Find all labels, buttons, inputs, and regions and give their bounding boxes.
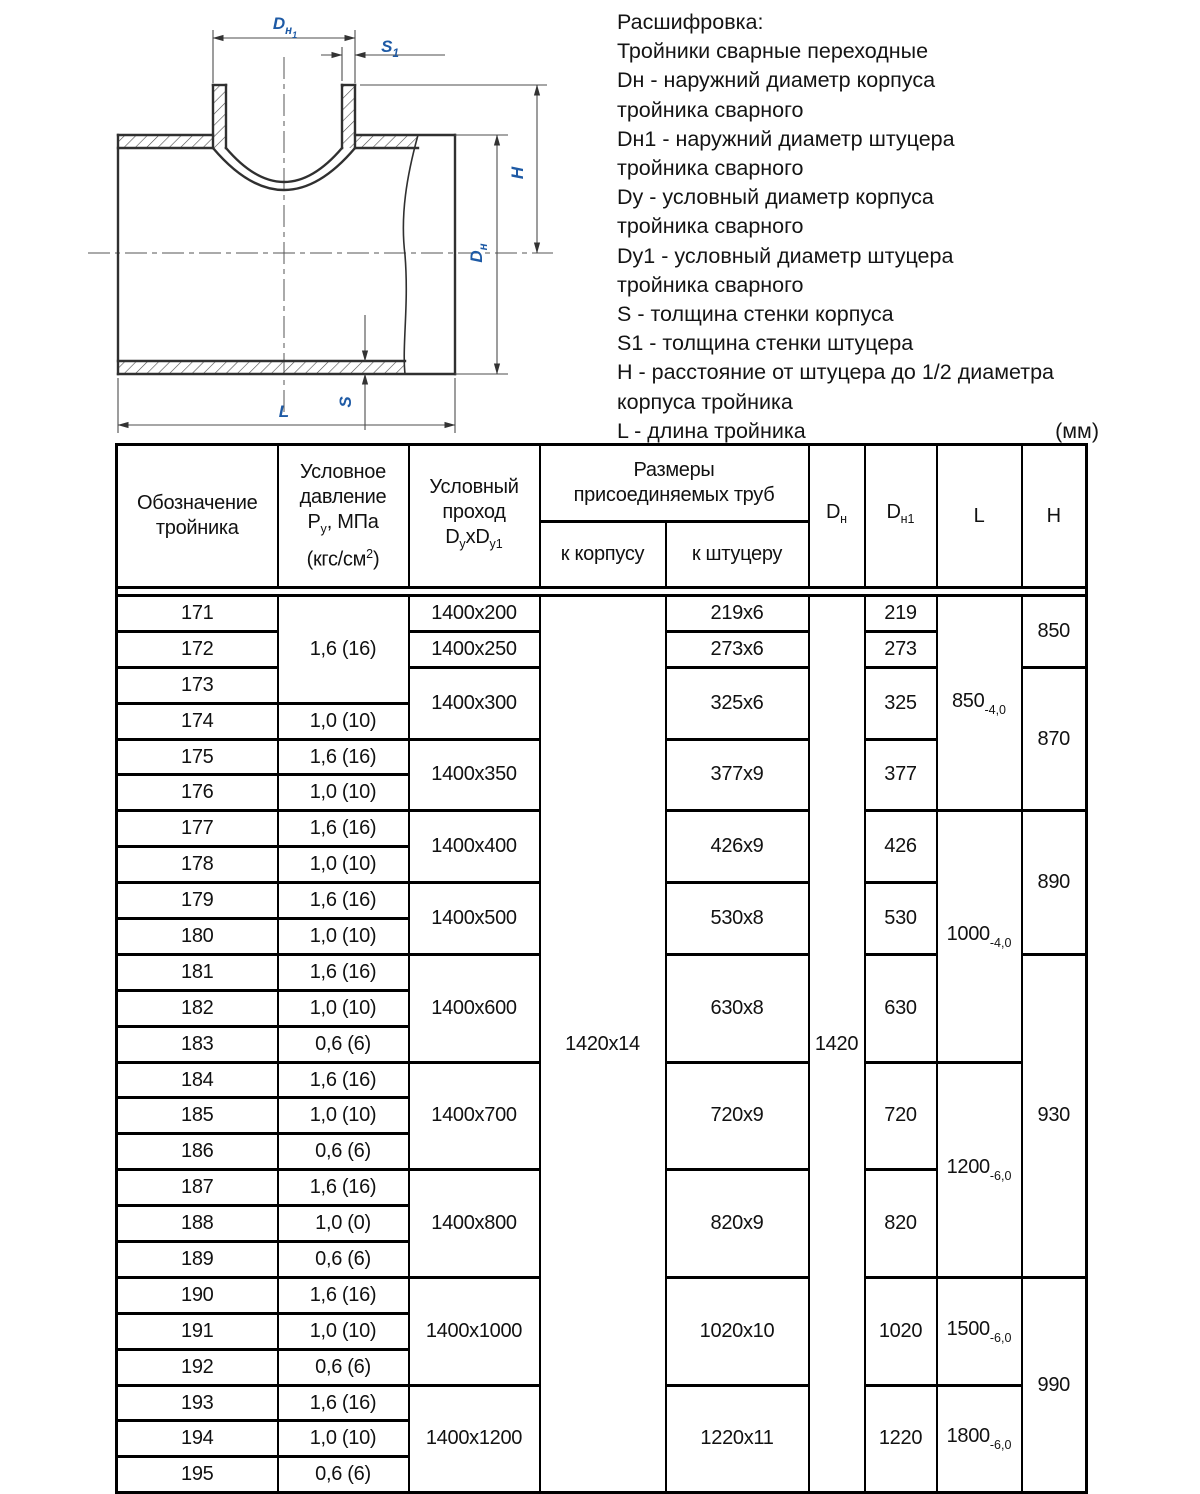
cell-pressure: 1,0 (10) [278, 919, 409, 955]
cell-dn1: 377 [865, 739, 937, 811]
cell-l: $1800_{-6,0}$ [937, 1385, 1022, 1493]
cell-designation: 191 [117, 1313, 278, 1349]
cell-pressure: 1,0 (10) [278, 775, 409, 811]
cell-designation: 193 [117, 1385, 278, 1421]
table-header [117, 445, 1087, 588]
cell-designation: 188 [117, 1206, 278, 1242]
cell-dn1: 720 [865, 1062, 937, 1170]
tolerance: -4,0 [984, 702, 1007, 717]
cell-pressure: 1,6 (16) [278, 1170, 409, 1206]
cell-dn1: 1020 [865, 1277, 937, 1385]
cell-pressure: 1,6 (16) [278, 811, 409, 847]
cell-to_stub: 630x8 [666, 954, 809, 1062]
cell-pressure: 1,0 (10) [278, 1098, 409, 1134]
cell-passage: 1400x300 [409, 667, 540, 739]
cell-designation: 172 [117, 631, 278, 667]
cell-passage: 1400x200 [409, 596, 540, 632]
cell-to_stub: 1220x11 [666, 1385, 809, 1493]
legend-line: L - длина тройника (мм) [617, 417, 1099, 446]
cell-designation: 171 [117, 596, 278, 632]
cell-h: 850 [1022, 596, 1087, 668]
legend-line: тройника сварного [617, 214, 804, 239]
cell-passage: 1400x350 [409, 739, 540, 811]
cell-designation: 175 [117, 739, 278, 775]
cell-pressure: 1,6 (16) [278, 1277, 409, 1313]
cell-passage: 1400x800 [409, 1170, 540, 1278]
col-dn1-header: $D_{н1}$ [865, 445, 937, 588]
cell-designation: 189 [117, 1242, 278, 1278]
drawing-label-dn: $D_н$ [467, 243, 490, 263]
cell-dn: 1420 [809, 596, 865, 1493]
cell-passage: 1400x700 [409, 1062, 540, 1170]
col-passage-header: Условный проход $D_yxD_{y1}$ [409, 445, 540, 588]
cell-passage: 1400x600 [409, 954, 540, 1062]
legend-line: корпуса тройника [617, 389, 793, 414]
cell-dn1: 219 [865, 596, 937, 632]
cell-designation: 179 [117, 883, 278, 919]
cell-to_stub: 325x6 [666, 667, 809, 739]
cell-pressure: 1,0 (10) [278, 990, 409, 1026]
drawing-label-s: S [336, 396, 355, 408]
cell-pressure: 0,6 (6) [278, 1457, 409, 1493]
cell-pressure: 1,0 (0) [278, 1206, 409, 1242]
tee-drawing [85, 5, 565, 441]
legend-line: Расшифровка: [617, 10, 764, 34]
tolerance: -6,0 [989, 1330, 1012, 1345]
legend-line: тройника сварного [617, 272, 804, 297]
cell-to_stub: 530x8 [666, 883, 809, 955]
cell-designation: 194 [117, 1421, 278, 1457]
cell-designation: 174 [117, 703, 278, 739]
cell-l: $1500_{-6,0}$ [937, 1277, 1022, 1385]
col-tobody-header: к корпусу [540, 522, 666, 588]
cell-designation: 186 [117, 1134, 278, 1170]
cell-pressure: 1,0 (10) [278, 847, 409, 883]
cell-pressure: 1,6 (16) [278, 954, 409, 990]
cell-l: $1200_{-6,0}$ [937, 1062, 1022, 1277]
cell-dn1: 630 [865, 954, 937, 1062]
cell-designation: 183 [117, 1026, 278, 1062]
col-tostub-header: к штуцеру [666, 522, 809, 588]
cell-pressure: 0,6 (6) [278, 1026, 409, 1062]
cell-designation: 195 [117, 1457, 278, 1493]
cell-h: 990 [1022, 1277, 1087, 1492]
break-line [403, 135, 418, 374]
col-dn-header: $D_н$ [809, 445, 865, 588]
cell-designation: 176 [117, 775, 278, 811]
cell-dn1: 530 [865, 883, 937, 955]
cell-pressure: 1,0 (10) [278, 703, 409, 739]
drawing-label-l: L [278, 402, 290, 421]
cell-to_stub: 1020x10 [666, 1277, 809, 1385]
cell-dn1: 1220 [865, 1385, 937, 1493]
cell-l: $850_{-4,0}$ [937, 596, 1022, 811]
cell-pressure: 1,6 (16) [278, 883, 409, 919]
cell-designation: 184 [117, 1062, 278, 1098]
cell-passage: 1400x400 [409, 811, 540, 883]
cell-designation: 173 [117, 667, 278, 703]
cell-designation: 181 [117, 954, 278, 990]
cell-designation: 182 [117, 990, 278, 1026]
cell-passage: 1400x1000 [409, 1277, 540, 1385]
cell-designation: 185 [117, 1098, 278, 1134]
cell-pressure: 0,6 (6) [278, 1134, 409, 1170]
table-body [117, 596, 1087, 1493]
cell-to_stub: 426x9 [666, 811, 809, 883]
cell-designation: 187 [117, 1170, 278, 1206]
cell-pressure: 1,6 (16) [278, 739, 409, 775]
cell-designation: 177 [117, 811, 278, 847]
cell-h: 870 [1022, 667, 1087, 811]
cell-pressure: 0,6 (6) [278, 1242, 409, 1278]
cell-pressure: 1,0 (10) [278, 1313, 409, 1349]
legend-line: Тройники сварные переходные [617, 39, 929, 64]
legend-line: S1 - толщина стенки штуцера [617, 331, 914, 356]
legend-line: S - толщина стенки корпуса [617, 302, 894, 327]
col-designation-header: Обозначение тройника [117, 445, 278, 588]
dimensions-table [115, 443, 1088, 1494]
hatched-walls [118, 85, 418, 374]
cell-dn1: 426 [865, 811, 937, 883]
legend-line: Dy1 - условный диаметр штуцера [617, 243, 954, 268]
unit-note: (мм) [1055, 418, 1099, 443]
cell-designation: 192 [117, 1349, 278, 1385]
cell-to_body: 1420x14 [540, 596, 666, 1493]
col-h-header: H [1022, 445, 1087, 588]
legend-line: тройника сварного [617, 97, 804, 122]
tolerance: -6,0 [989, 1169, 1012, 1184]
cell-dn1: 820 [865, 1170, 937, 1278]
cell-designation: 178 [117, 847, 278, 883]
cell-to_stub: 273x6 [666, 631, 809, 667]
cell-l: $1000_{-4,0}$ [937, 811, 1022, 1062]
cell-pressure: 1,6 (16) [278, 596, 409, 704]
cell-to_stub: 377x9 [666, 739, 809, 811]
tolerance: -4,0 [989, 935, 1012, 950]
legend-line: тройника сварного [617, 156, 804, 181]
cell-passage: 1400x1200 [409, 1385, 540, 1493]
cell-to_stub: 219x6 [666, 596, 809, 632]
cell-dn1: 273 [865, 631, 937, 667]
cell-pressure: 1,0 (10) [278, 1421, 409, 1457]
cell-to_stub: 720x9 [666, 1062, 809, 1170]
drawing-label-h: H [508, 166, 527, 180]
cell-designation: 180 [117, 919, 278, 955]
col-pipes-header: Размеры присоединяемых труб [540, 445, 809, 522]
legend-line: H - расстояние от штуцера до 1/2 диаметра [617, 360, 1055, 385]
drawing-label-dn1: $D_{н1}$ [272, 14, 298, 40]
drawing-label-s1: $S_1$ [381, 37, 399, 60]
cell-passage: 1400x500 [409, 883, 540, 955]
cell-h: 890 [1022, 811, 1087, 955]
cell-h: 930 [1022, 954, 1087, 1277]
cell-designation: 190 [117, 1277, 278, 1313]
tolerance: -6,0 [989, 1438, 1012, 1453]
cell-passage: 1400x250 [409, 631, 540, 667]
table-row [117, 596, 1087, 632]
cell-dn1: 325 [865, 667, 937, 739]
cell-to_stub: 820x9 [666, 1170, 809, 1278]
header-body-gap [117, 588, 1087, 596]
cell-pressure: 1,6 (16) [278, 1062, 409, 1098]
legend-line: Dн - наружний диаметр корпуса [617, 68, 936, 93]
cell-pressure: 1,6 (16) [278, 1385, 409, 1421]
legend [617, 8, 1099, 446]
legend-line: Dн1 - наружний диаметр штуцера [617, 126, 955, 151]
cell-pressure: 0,6 (6) [278, 1349, 409, 1385]
legend-line: Dy - условный диаметр корпуса [617, 185, 934, 210]
col-l-header: L [937, 445, 1022, 588]
col-pressure-header: Условное давление $P_у$, МПа $(кгс/см^2)$ [278, 445, 409, 588]
